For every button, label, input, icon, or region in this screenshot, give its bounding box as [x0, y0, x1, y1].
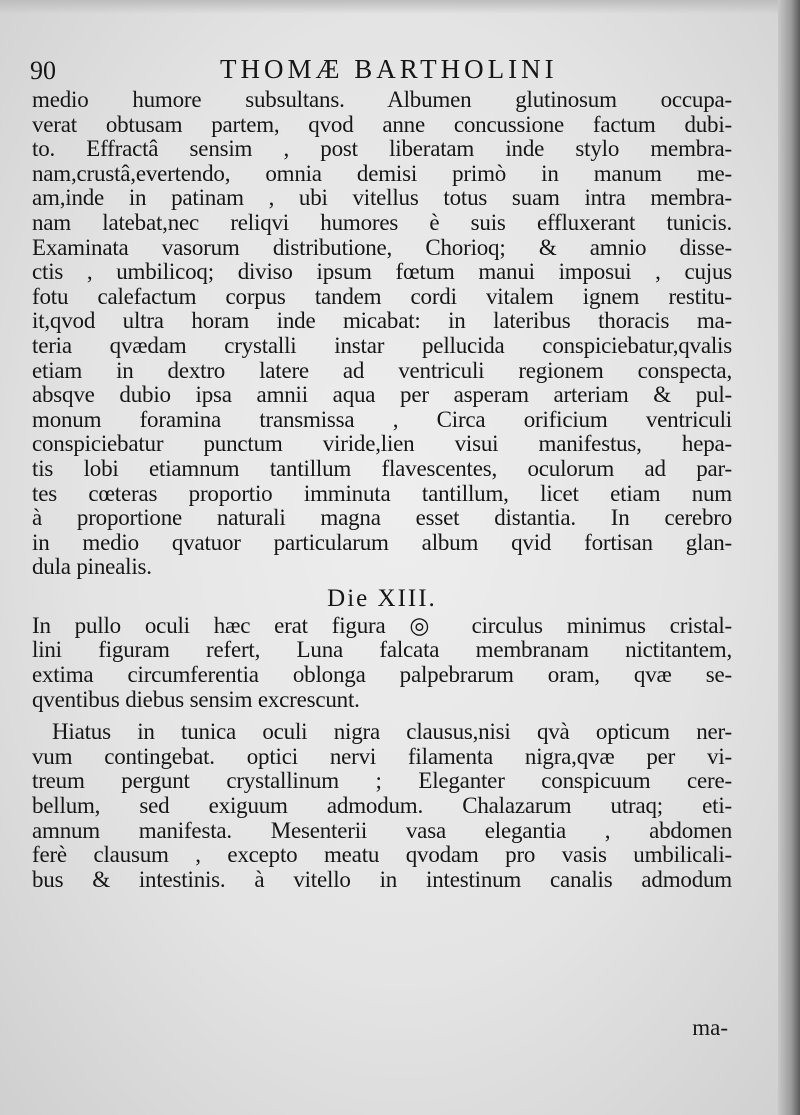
text-line: In pullo oculi hæc erat figura ◎ circulus minimus cristal-	[32, 612, 732, 638]
text-line: dula pinealis.	[32, 554, 152, 580]
text-line: Examinata vasorum distributione, Chorioq; & amnio disse-	[32, 234, 732, 260]
text-line: ctis , umbilicoq; diviso ipsum fœtum manui imposui , cujus	[32, 259, 732, 285]
text-line: absqve dubio ipsa amnii aqua per asperam arteriam & pul-	[32, 382, 732, 408]
text-line: qventibus diebus sensim excrescunt.	[32, 686, 360, 712]
catchword: ma-	[692, 1015, 728, 1040]
text-line: bellum, sed exiguum admodum. Chalazarum utraq; eti-	[32, 793, 732, 819]
text-line: conspiciebatur punctum viride,lien visui manifestus, hepa-	[32, 431, 732, 457]
text-line: treum pergunt crystallinum ; Eleganter conspicuum cere-	[32, 768, 732, 794]
text-line: Hiatus in tunica oculi nigra clausus,nisi qvà opticum ner-	[52, 719, 732, 745]
text-line: extima circumferentia oblonga palpebrarum oram, qvæ se-	[32, 662, 732, 688]
text-line: am,inde in patinam , ubi vitellus totus suam intra membra-	[32, 185, 732, 211]
text-line: fotu calefactum corpus tandem cordi vitalem ignem restitu-	[32, 283, 732, 309]
text-line: bus & intestinis. à vitello in intestinum canalis admodum	[32, 866, 732, 892]
paragraph-1	[32, 88, 732, 580]
page-number: 90	[30, 56, 56, 85]
text-line: etiam in dextro latere ad ventriculi regionem conspecta,	[32, 357, 732, 383]
text-line: nam,crustâ,evertendo, omnia demisi primò in manum me-	[32, 160, 732, 186]
text-line: medio humore subsultans. Albumen glutinosum occupa-	[32, 87, 732, 112]
paragraph-2	[32, 614, 732, 712]
page-binding-edge	[778, 0, 800, 1115]
text-line: tes cœteras proportio imminuta tantillum, licet etiam num	[32, 480, 732, 506]
text-line: it,qvod ultra horam inde micabat: in lateribus thoracis ma-	[32, 308, 732, 334]
text-block	[32, 88, 732, 892]
text-line: vum contingebat. optici nervi filamenta nigra,qvæ per vi-	[32, 743, 732, 769]
section-heading: Die XIII.	[327, 584, 437, 612]
text-line: verat obtusam partem, qvod anne concussione factum dubi-	[32, 111, 732, 137]
text-line: amnum manifesta. Mesenterii vasa elegantia , abdomen	[32, 817, 732, 843]
text-line: tis lobi etiamnum tantillum flavescentes, oculorum ad par-	[32, 455, 732, 481]
text-line: lini figuram refert, Luna falcata membranam nictitantem,	[32, 637, 732, 663]
text-line: ferè clausum , excepto meatu qvodam pro vasis umbilicali-	[32, 842, 732, 868]
text-line: nam latebat,nec reliqvi humores è suis effluxerant tunicis.	[32, 209, 732, 235]
page-header	[30, 50, 735, 90]
text-line: teria qvædam crystalli instar pellucida conspiciebatur,qvalis	[32, 332, 732, 358]
text-line: monum foramina transmissa , Circa orificium ventriculi	[32, 406, 732, 432]
page-top-shadow	[0, 0, 800, 14]
text-line: à proportione naturali magna esset distantia. In cerebro	[32, 505, 732, 531]
text-line: in medio qvatuor particularum album qvid fortisan glan-	[32, 529, 732, 555]
text-line: to. Effractâ sensim , post liberatam inde stylo membra-	[32, 136, 732, 162]
paragraph-3	[32, 720, 732, 892]
running-head: THOMÆ BARTHOLINI	[220, 54, 558, 84]
